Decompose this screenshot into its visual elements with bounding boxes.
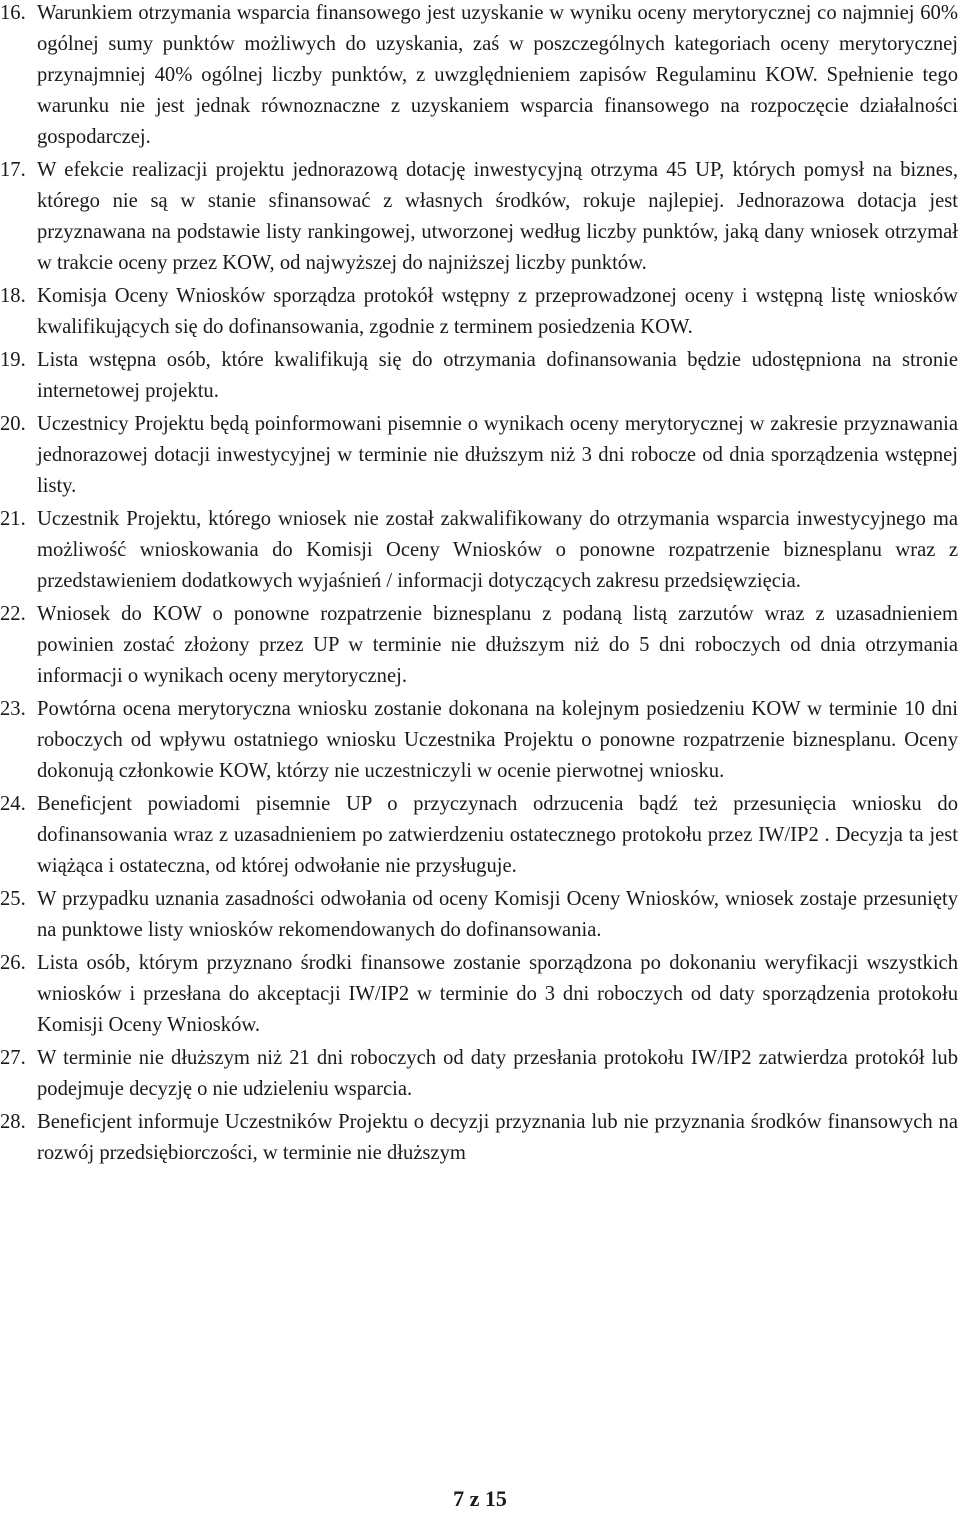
paragraph-text: Komisja Oceny Wniosków sporządza protokół wstępny z przeprowadzonej oceny i wstępną listę wniosków kwalifikujących się do dofinansowania, zgodnie z terminem posiedzenia KOW. <box>37 285 958 338</box>
paragraph-text: Uczestnik Projektu, którego wniosek nie został zakwalifikowany do otrzymania wsparcia inwestycyjnego ma możliwość wnioskowania do Komisji Oceny Wniosków o ponowne rozpatrzenie biznesplanu wraz z przedstawieniem dodatkowych wyjaśnień / informacji dotyczących zakresu przedsięwzięcia. <box>37 508 958 592</box>
paragraph-number: 18. <box>0 285 26 307</box>
paragraph-number: 26. <box>0 952 26 974</box>
paragraph-number: 22. <box>0 603 26 625</box>
paragraph-item-26 <box>0 948 958 1041</box>
paragraph-number: 27. <box>0 1047 26 1069</box>
paragraph-item-28 <box>0 1107 958 1169</box>
paragraph-item-25 <box>0 884 958 946</box>
paragraph-text: Uczestnicy Projektu będą poinformowani pisemnie o wynikach oceny merytorycznej w zakresie przyznawania jednorazowej dotacji inwestycyjnej w terminie nie dłuższym niż 3 dni robocze od dnia sporządzenia wstępnej listy. <box>37 413 958 497</box>
paragraph-item-20 <box>0 409 958 502</box>
paragraph-item-24 <box>0 789 958 882</box>
paragraph-number: 23. <box>0 698 26 720</box>
paragraph-text: Lista osób, którym przyznano środki finansowe zostanie sporządzona po dokonaniu weryfikacji wszystkich wniosków i przesłana do akceptacji IW/IP2 w terminie do 3 dni roboczych od daty sporządzenia protokołu Komisji Oceny Wniosków. <box>37 952 958 1036</box>
paragraph-item-23 <box>0 694 958 787</box>
paragraph-text: Wniosek do KOW o ponowne rozpatrzenie biznesplanu z podaną listą zarzutów wraz z uzasadnieniem powinien zostać złożony przez UP w terminie nie dłuższym niż do 5 dni roboczych od dnia otrzymania informacji o wynikach oceny merytorycznej. <box>37 603 958 687</box>
paragraph-item-22 <box>0 599 958 692</box>
paragraph-number: 25. <box>0 888 26 910</box>
paragraph-text: Beneficjent informuje Uczestników Projektu o decyzji przyznania lub nie przyznania środków finansowych na rozwój przedsiębiorczości, w terminie nie dłuższym <box>37 1111 958 1164</box>
paragraph-item-17 <box>0 155 958 279</box>
paragraph-number: 20. <box>0 413 26 435</box>
paragraph-number: 21. <box>0 508 26 530</box>
paragraph-number: 16. <box>0 2 26 24</box>
paragraph-text: Warunkiem otrzymania wsparcia finansowego jest uzyskanie w wyniku oceny merytorycznej co najmniej 60% ogólnej sumy punktów możliwych do uzyskania, zaś w poszczególnych kategoriach oceny merytorycznej przynajmniej 40% ogólnej liczby punktów, z uwzględnieniem zapisów Regulaminu KOW. Spełnienie tego warunku nie jest jednak równoznaczne z uzyskaniem wsparcia finansowego na rozpoczęcie działalności gospodarczej. <box>37 2 958 148</box>
paragraph-text: Lista wstępna osób, które kwalifikują się do otrzymania dofinansowania będzie udostępniona na stronie internetowej projektu. <box>37 349 958 402</box>
paragraph-number: 28. <box>0 1111 26 1133</box>
paragraph-text: W terminie nie dłuższym niż 21 dni roboczych od daty przesłania protokołu IW/IP2 zatwierdza protokół lub podejmuje decyzję o nie udzieleniu wsparcia. <box>37 1047 958 1100</box>
paragraph-number: 17. <box>0 159 26 181</box>
paragraph-item-16 <box>0 0 958 153</box>
paragraph-item-19 <box>0 345 958 407</box>
paragraph-number: 24. <box>0 793 26 815</box>
paragraph-text: W efekcie realizacji projektu jednorazową dotację inwestycyjną otrzyma 45 UP, których pomysł na biznes, którego nie są w stanie sfinansować z własnych środków, rokuje najlepiej. Jednorazowa dotacja jest przyznawana na podstawie listy rankingowej, utworzonej według liczby punktów, jaką dany wniosek otrzymał w trakcie oceny przez KOW, od najwyższej do najniższej liczby punktów. <box>37 159 958 274</box>
paragraph-item-27 <box>0 1043 958 1105</box>
paragraph-item-21 <box>0 504 958 597</box>
paragraph-text: Powtórna ocena merytoryczna wniosku zostanie dokonana na kolejnym posiedzeniu KOW w terminie 10 dni roboczych od wpływu ostatniego wniosku Uczestnika Projektu o ponowne rozpatrzenie biznesplanu. Oceny dokonują członkowie KOW, którzy nie uczestniczyli w ocenie pierwotnej wniosku. <box>37 698 958 782</box>
paragraph-number: 19. <box>0 349 26 371</box>
page-number-footer: 7 z 15 <box>453 1486 507 1511</box>
paragraph-text: Beneficjent powiadomi pisemnie UP o przyczynach odrzucenia bądź też przesunięcia wniosku do dofinansowania wraz z uzasadnieniem po zatwierdzeniu ostatecznego protokołu przez IW/IP2 . Decyzja ta jest wiążąca i ostateczna, od której odwołanie nie przysługuje. <box>37 793 958 877</box>
paragraph-text: W przypadku uznania zasadności odwołania od oceny Komisji Oceny Wniosków, wniosek zostaje przesunięty na punktowe listy wniosków rekomendowanych do dofinansowania. <box>37 888 958 941</box>
paragraph-item-18 <box>0 281 958 343</box>
